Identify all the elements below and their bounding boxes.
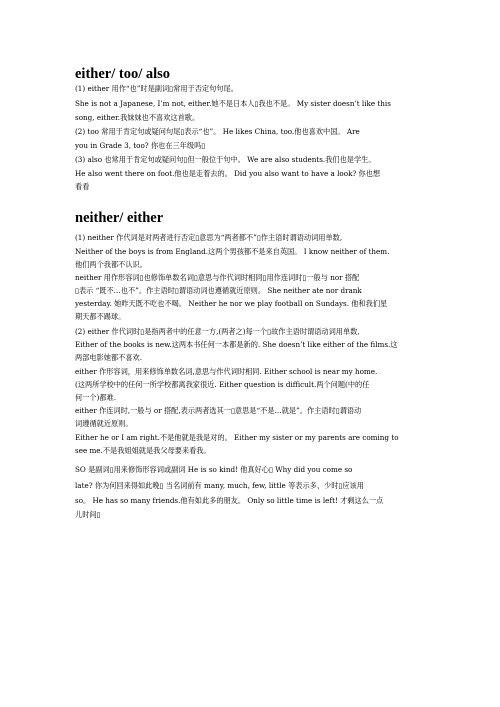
text-line: 他们两个我都不认识。 <box>75 260 147 269</box>
section-heading-neither-either: neither/ either <box>75 210 164 226</box>
section-heading-either-too-also: either/ too/ also <box>75 66 171 82</box>
text-line: Either he or I am right.不是他就是我是对的。 Either my sister or my parents are coming to <box>75 433 399 442</box>
text-line: song, either.我妹妹也不喜欢这首歌。 <box>75 113 200 122</box>
text-line: so。 He has so many friends.他有如此多的朋友。 Only so little time is left! 才剩这么一点 <box>75 496 384 505</box>
text-line: see me.不是我姐姐就是我父母要来看我。 <box>75 446 211 455</box>
text-line: Either of the books is new.这两本书任何一本都是新的. She doesn’t like either of the films.这 <box>75 340 398 349</box>
text-line: either 作形容词，用来修饰单数名词,意思与作代词时相同. Either school is near my home. <box>75 367 378 376</box>
text-line: (1) neither 作代词是对两者进行否定▯意思为“两者都不”▯作主语时谓语动词用单数, <box>75 233 343 242</box>
text-line: either 作连词时,一般与 or 搭配,表示两者选其一▯意思是“不是…就是”。作主语时▯谓语动 <box>75 406 362 415</box>
text-line: 儿时间▯ <box>75 510 101 519</box>
text-line: ▯表示 “既不…也不”。作主语时▯谓语动词也遵循就近原则。 She neither ate nor drank <box>75 286 362 295</box>
text-line: 期天都不踢球。 <box>75 312 126 321</box>
text-line: 看看 <box>75 182 90 191</box>
text-line: you in Grade 3, too? 你也在三年级吗▯ <box>75 141 206 150</box>
text-line: neither 用作形容词▯也修饰单数名词▯意思与作代词时相同▯用作连词时▯一般与 nor 搭配 <box>75 273 360 282</box>
text-line: (2) either 作代词时▯是指两者中的任意一方,(两者之)每一个▯故作主语时谓语动词用单数, <box>75 327 360 336</box>
text-line: He also went there on foot.他也是走着去的。 Did you also want to have a look? 你也想 <box>75 169 381 178</box>
text-line: (这两所学校中的任何一所学校都离我家很近. Either question is difficult.两个问题(中的任 <box>75 380 370 389</box>
text-line: Neither of the boys is from England.这两个男孩都不是来自英国。 I know neither of them. <box>75 247 390 256</box>
text-line: 两部电影她都不喜欢. <box>75 353 142 362</box>
text-line: (1) either 用作“也”时是副词▯常用于否定句句尾。 <box>75 84 238 93</box>
text-line: She is not a Japanese, I’m not, either.她不是日本人▯我也不是。 My sister doesn’t like this <box>75 99 391 108</box>
text-line: 词遵循就近原则。 <box>75 419 133 428</box>
text-line: SO 是副词▯用来修饰形容词或副词 He is so kind! 他真好心▯ Why did you come so <box>75 465 353 474</box>
text-line: yesterday. 她昨天既不吃也不喝。 Neither he nor we play football on Sundays. 他和我们星 <box>75 299 388 308</box>
text-line: 何一个)都难. <box>75 393 117 402</box>
text-line: (3) also 也常用于肯定句或疑问句▯但一般位于句中。 We are also students.我们也是学生。 <box>75 155 376 164</box>
text-line: late? 你为何回来得如此晚▯ 当名词前有 many, much, few, little 等表示多、少时▯应该用 <box>75 481 364 490</box>
text-line: (2) too 常用于肯定句或疑问句尾▯表示“也”。 He likes China, too.他也喜欢中国。 Are <box>75 127 360 136</box>
